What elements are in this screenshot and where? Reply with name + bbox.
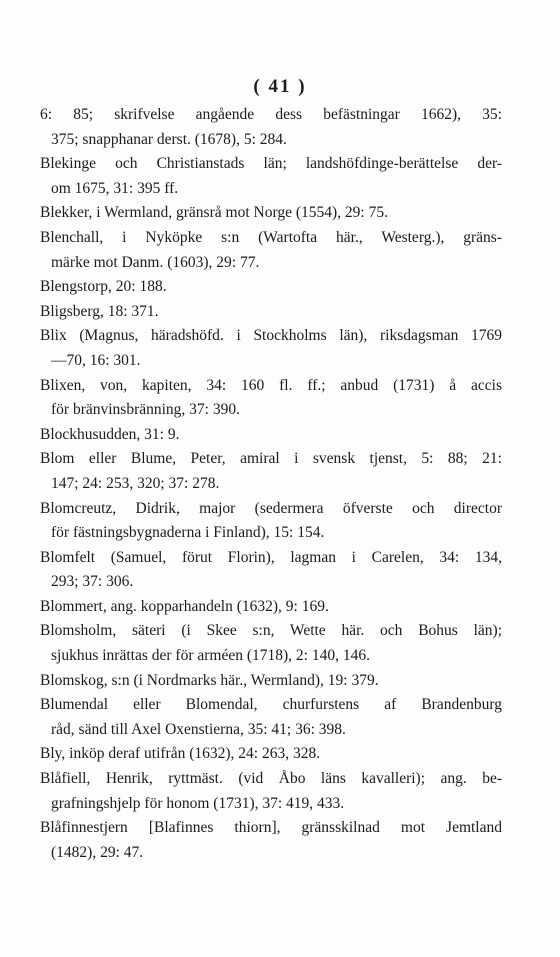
index-line: 6: 85; skrifvelse angående dess befästningar 1662), 35: xyxy=(40,106,502,123)
index-line: Blomsholm, säteri (i Skee s:n, Wette här. och Bohus län); xyxy=(40,622,502,640)
index-line: Blåfinnestjern [Blafinnes thiorn], gränsskilnad mot Jemtland xyxy=(40,819,502,837)
index-line: sjukhus inrättas der för arméen (1718), 2: 140, 146. xyxy=(51,647,370,665)
index-line: Bligsberg, 18: 371. xyxy=(40,302,159,320)
index-line: råd, sänd till Axel Oxenstierna, 35: 41; 36: 398. xyxy=(51,720,346,738)
index-line: Bly, inköp deraf utifrån (1632), 24: 263, 328. xyxy=(40,745,321,763)
index-line: grafningshjelp för honom (1731), 37: 419, 433. xyxy=(51,794,345,812)
index-line: Blixen, von, kapiten, 34: 160 fl. ff.; anbud (1731) å accis xyxy=(40,376,502,394)
index-line: Blekker, i Wermland, gränsrå mot Norge (1554), 29: 75. xyxy=(40,204,388,222)
index-line: Blommert, ang. kopparhandeln (1632), 9: 169. xyxy=(40,597,329,615)
index-line: Blockhusudden, 31: 9. xyxy=(40,425,180,443)
index-line: 293; 37: 306. xyxy=(51,573,134,591)
index-line: Blumendal eller Blomendal, churfurstens af Brandenburg xyxy=(40,696,502,714)
index-line: Blengstorp, 20: 188. xyxy=(40,278,167,296)
index-line: för fästningsbygnaderna i Finland), 15: 154. xyxy=(51,524,325,542)
index-line: (1482), 29: 47. xyxy=(51,843,144,861)
index-entries xyxy=(40,103,502,865)
index-line: Blåfiell, Henrik, ryttmäst. (vid Åbo läns kavalleri); ang. be- xyxy=(40,770,502,788)
index-line: 375; snapphanar derst. (1678), 5: 284. xyxy=(51,130,287,148)
index-line: om 1675, 31: 395 ff. xyxy=(51,179,179,197)
index-line: Blomcreutz, Didrik, major (sedermera öfverste och director xyxy=(40,499,502,517)
index-line: Blix (Magnus, häradshöfd. i Stockholms län), riksdagsman 1769 xyxy=(40,327,502,345)
index-line: Blomfelt (Samuel, förut Florin), lagman i Carelen, 34: 134, xyxy=(40,548,502,566)
index-line: Blomskog, s:n (i Nordmarks här., Wermland), 19: 379. xyxy=(40,671,379,689)
index-line: Blekinge och Christianstads län; landshöfdinge-berättelse der- xyxy=(40,155,502,173)
index-line: märke mot Danm. (1603), 29: 77. xyxy=(51,253,260,271)
index-line: för bränvinsbränning, 37: 390. xyxy=(51,401,240,419)
index-line: Blom eller Blume, Peter, amiral i svensk tjenst, 5: 88; 21: xyxy=(40,450,502,468)
index-line: Blenchall, i Nyköpke s:n (Wartofta här., Westerg.), gräns- xyxy=(40,228,502,246)
page-number: ( 41 ) xyxy=(253,76,307,97)
index-line: —70, 16: 301. xyxy=(51,351,141,369)
index-line: 147; 24: 253, 320; 37: 278. xyxy=(51,474,220,492)
